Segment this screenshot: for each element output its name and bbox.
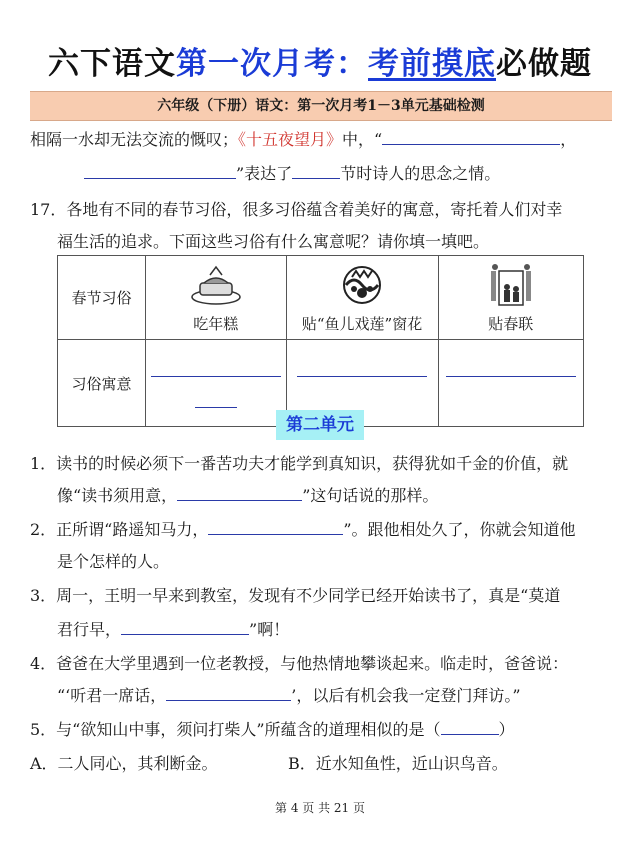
u2-q3-blank[interactable] (121, 618, 249, 635)
custom-label-1: 吃年糕 (193, 315, 239, 333)
u2-q5-line1 (30, 718, 515, 742)
u2-q4-blank[interactable] (166, 684, 291, 701)
u2-q4-text-a: “‘听君一席话， (57, 686, 167, 705)
custom-label-3: 贴春联 (488, 315, 534, 333)
title-part2: 第一次月考： (176, 46, 368, 82)
u2-q2-line2: 是个怎样的人。 (57, 552, 170, 571)
u2-q1-line1: 1．读书的时候必须下一番苦功夫才能学到真知识，获得犹如千金的价值，就 (30, 454, 569, 473)
u2-q3-text-b: ”啊！ (249, 620, 290, 639)
q16-line2 (84, 162, 500, 186)
page-number: 第 4 页 共 21 页 (275, 801, 365, 815)
q16-blank-3[interactable] (292, 162, 340, 179)
q16-text-a: 相隔一水却无法交流的慨叹； (30, 130, 239, 149)
u2-q3-text-a: 君行早， (57, 620, 122, 639)
table-cell-custom-3 (438, 256, 583, 340)
u2-q2-blank[interactable] (208, 518, 343, 535)
q16-text-e: 节时诗人的思念之情。 (340, 164, 501, 183)
q16-blank-2[interactable] (84, 162, 236, 179)
custom-label-2: 贴“鱼儿戏莲”窗花 (301, 315, 423, 333)
q17-line1: 17．各地有不同的春节习俗，很多习俗蕴含着美好的寓意，寄托着人们对幸 (30, 200, 563, 219)
rice-cake-icon (186, 263, 246, 307)
u2-q3-line2 (57, 618, 289, 642)
u2-q1-text-b: ”这句话说的那样。 (302, 486, 439, 505)
u2-q2-text-a: 2．正所谓“路遥知马力， (30, 520, 209, 539)
u2-q4-line2 (57, 684, 521, 708)
u2-q2-line1 (30, 518, 576, 542)
page-title (0, 38, 640, 83)
u2-q2-text-b: ”。跟他相处久了，你就会知道他 (343, 520, 576, 539)
q17-line2: 福生活的追求。下面这些习俗有什么寓意呢？请你填一填吧。 (57, 232, 490, 251)
title-part4: 必做题 (496, 46, 592, 82)
table-cell-meaning-3 (438, 340, 583, 427)
u2-q5-text-a: 5．与“欲知山中事，须问打柴人”所蕴含的道理相似的是（ (30, 720, 441, 739)
paper-cut-fish-lotus-icon (332, 263, 392, 307)
title-part3: 考前摸底 (368, 46, 496, 82)
meaning-blank-2[interactable] (297, 360, 427, 377)
title-part1: 六下语文 (48, 46, 176, 82)
u2-q5-option-a: A．二人同心，其利断金。 (30, 754, 218, 773)
u2-q1-line2 (57, 484, 438, 508)
table-header-meaning: 习俗寓意 (58, 340, 146, 427)
u2-q5-answer-blank[interactable] (441, 718, 499, 735)
section-label-unit2: 第二单元 (276, 410, 364, 440)
q16-line1 (30, 128, 576, 152)
u2-q3-line1: 3．周一，王明一早来到教室，发现有不少同学已经开始读书了，真是“莫道 (30, 586, 561, 605)
customs-table (57, 255, 584, 427)
table-cell-custom-2 (286, 256, 438, 340)
q16-blank-1[interactable] (382, 128, 560, 145)
q16-text-c: ， (560, 130, 577, 149)
u2-q5-option-b: B．近水知鱼性，近山识鸟音。 (288, 754, 508, 773)
q16-text-d: ”表达了 (236, 164, 293, 183)
q16-text-b: 中，“ (342, 130, 383, 149)
meaning-blank-1b[interactable] (195, 391, 237, 408)
table-cell-meaning-1 (145, 340, 286, 427)
exam-banner: 六年级（下册）语文：第一次月考1－3单元基础检测 (30, 91, 612, 121)
u2-q1-text-a: 像“读书须用意， (57, 486, 178, 505)
q16-poem-title: 《十五夜望月》 (238, 130, 343, 149)
u2-q4-line1: 4．爸爸在大学里遇到一位老教授，与他热情地攀谈起来。临走时，爸爸说： (30, 654, 569, 673)
u2-q1-blank[interactable] (177, 484, 302, 501)
meaning-blank-3[interactable] (446, 360, 576, 377)
table-cell-custom-1 (145, 256, 286, 340)
table-header-customs: 春节习俗 (58, 256, 146, 340)
couplets-door-icon (481, 263, 541, 307)
meaning-blank-1a[interactable] (151, 360, 281, 377)
u2-q4-text-b: ’，以后有机会我一定登门拜访。” (291, 686, 521, 705)
u2-q5-text-b: ） (498, 720, 515, 739)
